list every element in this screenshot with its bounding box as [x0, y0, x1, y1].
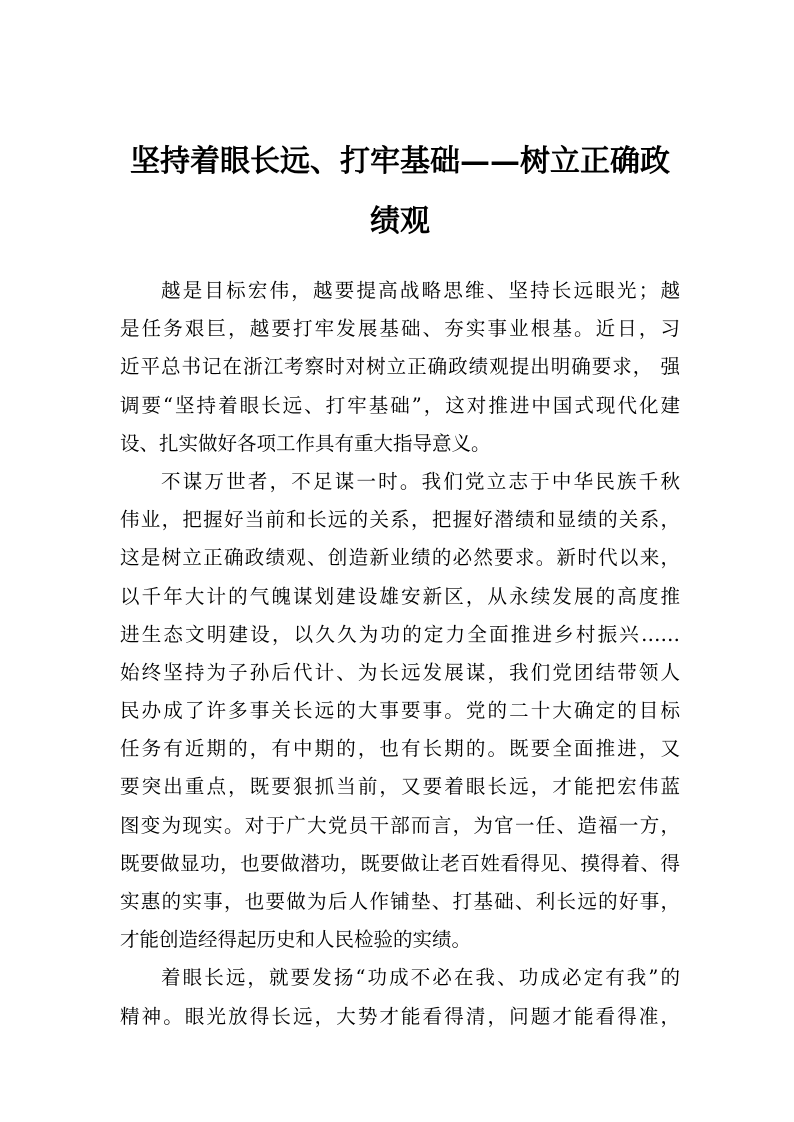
- paragraph-line: 民办成了许多事关长远的大事要事。党的二十大确定的目标: [120, 699, 680, 723]
- paragraph-line: 既要做显功，也要做潜功，既要做让老百姓看得见、摸得着、得: [120, 851, 680, 875]
- paragraph-line: 图变为现实。对于广大党员干部而言，为官一任、造福一方，: [120, 813, 680, 837]
- document-title: [120, 132, 680, 252]
- paragraph: [120, 959, 680, 1035]
- paragraph-line: 任务有近期的，有中期的，也有长期的。既要全面推进，又: [120, 737, 680, 761]
- paragraph-line: 设、扎实做好各项工作具有重大指导意义。: [120, 431, 491, 455]
- paragraph: [120, 272, 680, 463]
- paragraph-line: 始终坚持为子孙后代计、为长远发展谋，我们党团结带领人: [120, 660, 680, 684]
- paragraph-line: 才能创造经得起历史和人民检验的实绩。: [120, 928, 472, 952]
- paragraph-line: 伟业，把握好当前和长远的关系，把握好潜绩和显绩的关系，: [120, 508, 680, 532]
- paragraph-line: 要突出重点，既要狠抓当前，又要着眼长远，才能把宏伟蓝: [120, 775, 680, 799]
- title-line: 坚持着眼长远、打牢基础——树立正确政: [130, 144, 670, 179]
- paragraph-line: 近平总书记在浙江考察时对树立正确政绩观提出明确要求， 强: [120, 355, 680, 379]
- paragraph-line: 是任务艰巨，越要打牢发展基础、夯实事业根基。近日，习: [120, 317, 680, 341]
- paragraph-line: 精神。眼光放得长远，大势才能看得清，问题才能看得准，: [120, 1004, 680, 1028]
- paragraph: [120, 463, 680, 959]
- paragraph-line: 着眼长远，就要发扬“功成不必在我、功成必定有我”的: [161, 966, 680, 990]
- title-line: 绩观: [370, 204, 430, 239]
- paragraph-line: 不谋万世者，不足谋一时。我们党立志于中华民族千秋: [161, 469, 680, 493]
- paragraph-line: 实惠的实事，也要做为后人作铺垫、打基础、利长远的好事，: [120, 890, 680, 913]
- paragraph-line: 以千年大计的气魄谋划建设雄安新区，从永续发展的高度推: [120, 584, 680, 608]
- paragraph-line: 进生态文明建设，以久久为功的定力全面推进乡村振兴……: [120, 622, 680, 646]
- document-body: [120, 272, 680, 1036]
- paragraph-line: 越是目标宏伟，越要提高战略思维、坚持长远眼光；越: [161, 279, 680, 302]
- paragraph-line: 这是树立正确政绩观、创造新业绩的必然要求。新时代以来，: [120, 546, 680, 570]
- paragraph-line: 调要“坚持着眼长远、打牢基础”，这对推进中国式现代化建: [120, 393, 680, 417]
